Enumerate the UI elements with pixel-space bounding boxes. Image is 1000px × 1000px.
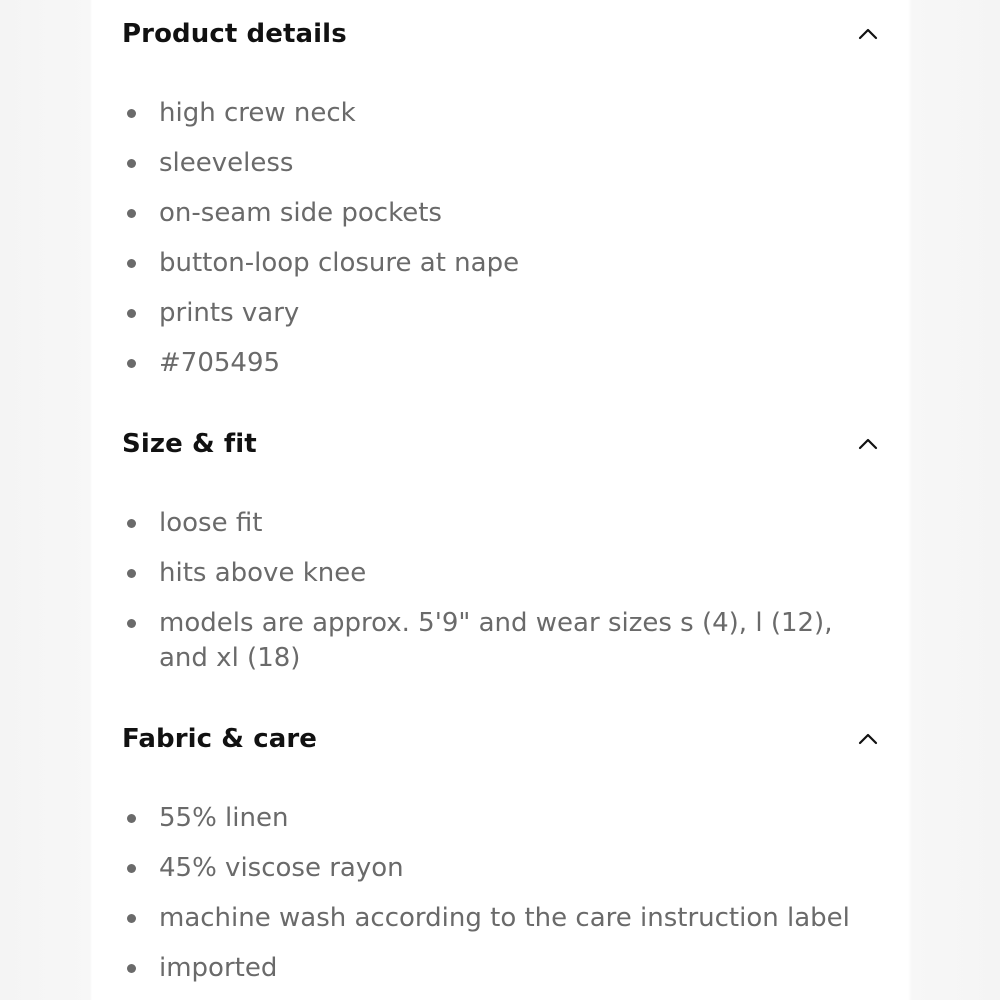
list-item	[122, 506, 879, 541]
list-item-text: sleeveless	[159, 148, 294, 178]
list-item-text: #705495	[159, 348, 281, 378]
bullet	[127, 209, 136, 218]
list-item-text: button-loop closure at nape	[159, 248, 520, 278]
list-item-text: imported	[159, 953, 278, 983]
list-item	[122, 346, 879, 381]
list-item-text: loose fit	[159, 508, 263, 538]
bullet	[127, 519, 136, 528]
section-title: Fabric & care	[122, 724, 318, 754]
bullet	[127, 814, 136, 823]
list-item-text: machine wash according to the care instruction label	[159, 903, 850, 933]
list-item	[122, 556, 879, 591]
accordion-product-details	[122, 14, 892, 396]
list-item-text: models are approx. 5'9" and wear sizes s (4), l (12), and xl (18)	[159, 608, 833, 673]
bullet	[127, 359, 136, 368]
list-item	[122, 951, 879, 986]
bullet	[127, 259, 136, 268]
chevron-up-icon[interactable]	[854, 725, 882, 753]
section-title: Product details	[122, 19, 347, 49]
bullet	[127, 864, 136, 873]
bullet	[127, 619, 136, 628]
list-item	[122, 96, 879, 131]
list-item-text: hits above knee	[159, 558, 367, 588]
bullet	[127, 569, 136, 578]
bullet	[127, 309, 136, 318]
accordion-header-fabric-care[interactable]	[122, 719, 892, 759]
list-item-text: on-seam side pockets	[159, 198, 442, 228]
list-item	[122, 801, 879, 836]
product-details-list	[122, 96, 892, 381]
list-item-text: high crew neck	[159, 98, 356, 128]
chevron-up-icon[interactable]	[854, 430, 882, 458]
list-item	[122, 246, 879, 281]
list-item-text: prints vary	[159, 298, 300, 328]
list-item	[122, 196, 879, 231]
accordion-header-product-details[interactable]	[122, 14, 892, 54]
list-item	[122, 851, 879, 886]
list-item-text: 45% viscose rayon	[159, 853, 404, 883]
bullet	[127, 964, 136, 973]
chevron-up-icon[interactable]	[854, 20, 882, 48]
section-title: Size & fit	[122, 429, 257, 459]
list-item	[122, 901, 879, 936]
list-item	[122, 146, 879, 181]
bullet	[127, 159, 136, 168]
list-item	[122, 606, 879, 676]
accordion-fabric-care	[122, 719, 892, 1000]
bullet	[127, 914, 136, 923]
bullet	[127, 109, 136, 118]
fabric-care-list	[122, 801, 892, 986]
accordion-header-size-fit[interactable]	[122, 424, 892, 464]
size-fit-list	[122, 506, 892, 676]
list-item	[122, 296, 879, 331]
accordion-size-fit	[122, 424, 892, 691]
list-item-text: 55% linen	[159, 803, 289, 833]
